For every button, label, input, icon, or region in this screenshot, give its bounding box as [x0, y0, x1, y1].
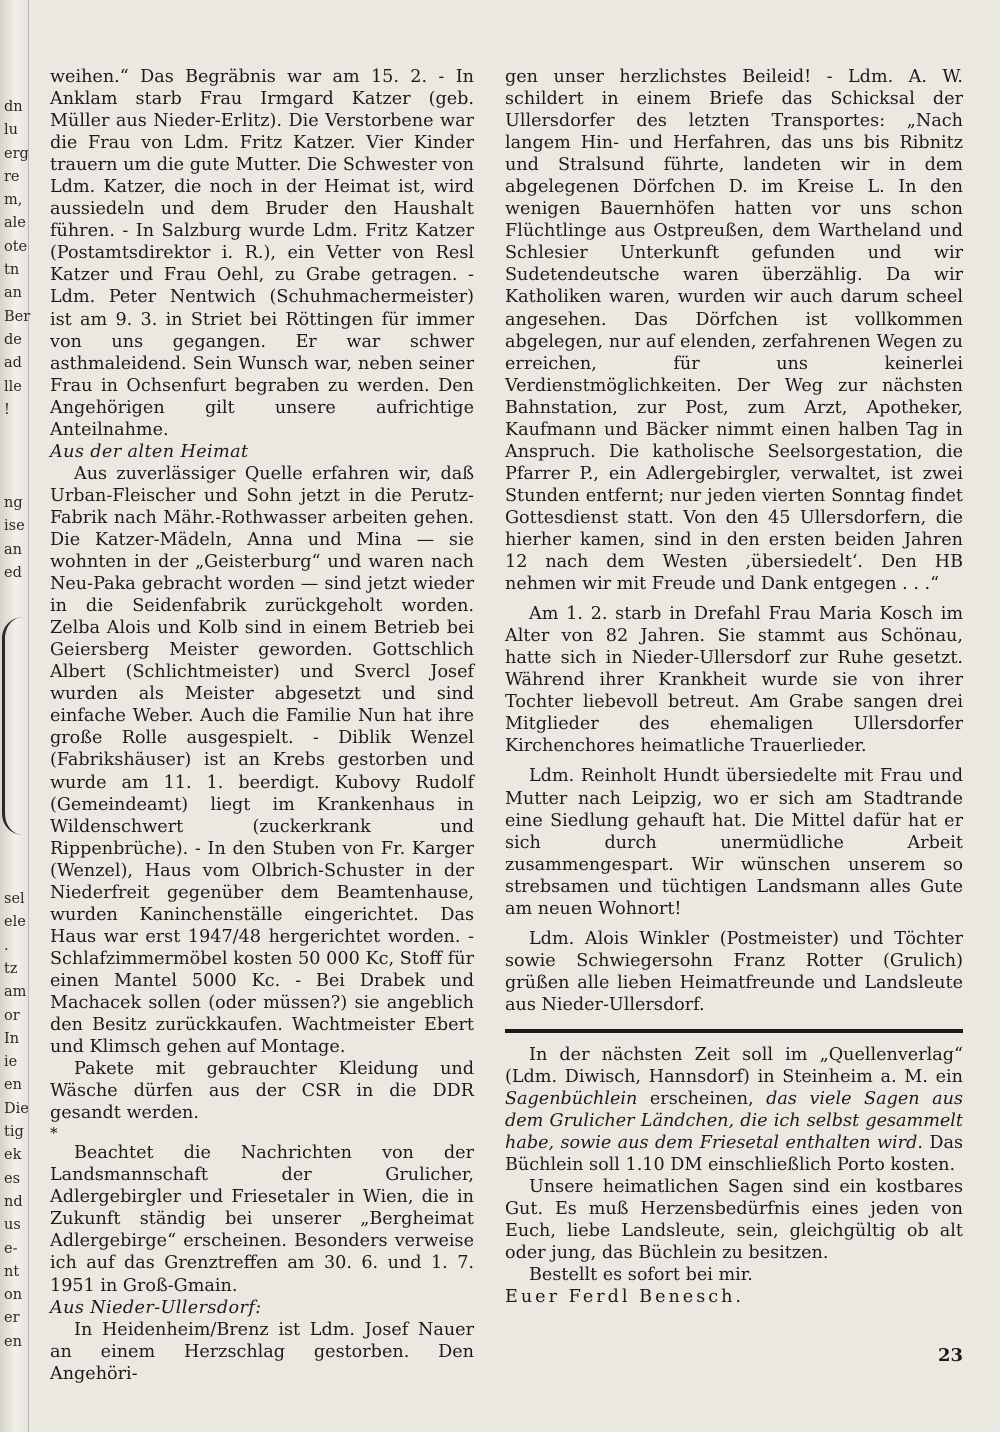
- binding-letter-fragment: [4, 469, 26, 492]
- book-title: Sagenbüchlein: [505, 1089, 638, 1110]
- binding-letter-fragment: en: [4, 1077, 22, 1094]
- announcement-text: In der nächsten Zeit soll im „Quellenverlag“ (Ldm. Diwisch, Hannsdorf) in Steinheim a. M. ein: [505, 1044, 963, 1088]
- binding-letter-fragment: an: [4, 285, 22, 302]
- signature: Euer Ferdl Benesch.: [505, 1287, 745, 1308]
- binding-letter-fragment: ek: [4, 1147, 22, 1164]
- binding-letter-fragment: nt: [4, 1263, 20, 1280]
- horizontal-rule: [505, 1029, 963, 1033]
- paragraph: Am 1. 2. starb in Drefahl Frau Maria Kosch im Alter von 82 Jahren. Sie stammt aus Schönau, hatte sich in Nieder-Ullersdorf zur Ruhe gesetzt. Während ihrer Krankheit wurde sie von ihrer Tochter liebevoll betreut. Am Grabe sangen drei Mitglieder des ehemaligen Ullersdorfer Kirchenchores heimatliche Trauerlieder.: [505, 604, 963, 757]
- binding-letter-fragment: [4, 842, 26, 865]
- binding-letter-fragment: er: [4, 1310, 20, 1327]
- binding-letter-fragment: [4, 865, 26, 888]
- binding-letter-fragment: de: [4, 331, 22, 348]
- binding-letter-fragment: m,: [4, 192, 23, 209]
- binding-letter-fragment: [4, 585, 26, 608]
- binding-letter-fragment: es: [4, 1170, 21, 1187]
- binding-letter-fragment: dn: [4, 99, 23, 115]
- binding-letter-fragment: sel: [4, 891, 25, 908]
- binding-letter-fragment: am: [4, 984, 27, 1001]
- binding-margin: [0, 0, 29, 1432]
- binding-letter-fragment: [4, 422, 26, 445]
- binding-letter-fragment: us: [4, 1217, 21, 1234]
- binding-letter-fragment: en: [4, 1333, 22, 1350]
- binding-letter-fragment: ad: [4, 355, 22, 372]
- binding-letter-fragment: !: [4, 401, 10, 418]
- binding-letter-fragment: ele: [4, 914, 26, 931]
- binding-letter-fragment: tig: [4, 1124, 24, 1141]
- binding-letter-fragment: erg: [4, 145, 29, 162]
- quoted-description: das viele Sagen aus dem Grulicher Ländchen, die ich selbst gesammelt habe, sowie aus dem Friesetal enthalten wird.: [505, 1089, 963, 1154]
- paragraph: Unsere heimatlichen Sagen sind ein kostbares Gut. Es muß Herzensbedürfnis eines jeden von Euch, liebe Landsleute, sein, gleichgültig ob alt oder jung, das Büchlein zu besitzen.: [505, 1177, 963, 1264]
- binding-letter-fragment: tz: [4, 960, 18, 977]
- binding-letter-fragment: tn: [4, 262, 20, 279]
- section-heading-nieder-ullersdorf: Aus Nieder-Ullersdorf:: [50, 1297, 262, 1318]
- binding-letter-fragment: e-: [4, 1240, 18, 1257]
- binding-letter-fragment: ng: [4, 495, 23, 512]
- binding-letter-fragment: lle: [4, 378, 22, 395]
- paragraph: Beachtet die Nachrichten von der Landsmannschaft der Grulicher, Adlergebirgler und Friesetaler in Wien, die in Zukunft ständig bei unserer „Bergheimat Adlergebirge“ erscheinen. Besonders verweise ich auf das Grenztreffen am 30. 6. und 1. 7. 1951 in Groß-Gmain.: [50, 1143, 474, 1296]
- binding-letter-fragment: an: [4, 541, 22, 558]
- binding-letter-fragment: [4, 445, 26, 468]
- paragraph: gen unser herzlichstes Beileid! - Ldm. A. W. schildert in einem Briefe das Schicksal der Ullersdorfer des letzten Transportes: „Nach langem Hin- und Herfahren, das uns bis Ribnitz und Stralsund führte, landeten wir in dem abgelegenen Dörfchen D. im Kreise L. In den wenigen Bauernhöfen hatten vor uns schon Flüchtlinge aus Ostpreußen, dem Wartheland und Schlesier Unterkunft gefunden und wir Sudetendeutsche waren überzählig. Da wir Katholiken waren, wurden wir auch darum scheel angesehen. Das Dörfchen ist vollkommen abgelegen, nur auf elenden, zerfahrenen Wegen zu erreichen, für uns keinerlei Verdienstmöglichkeiten. Der Weg zur nächsten Bahnstation, zur Post, zum Arzt, Apotheker, Kaufmann und Bäcker nimmt einen halben Tag in Anspruch. Die katholische Seelsorgestation, die Pfarrer P., ein Adlergebirgler, verwaltet, ist zwei Stunden entfernt; nur jeden vierten Sonntag findet Gottesdienst statt. Von den 45 Ullersdorfern, die hierher kamen, sind in den ersten beiden Jahren 12 nach dem Westen ‚übersiedelt‘. Den HB nehmen wir mit Freude und Dank entgegen . . .“: [505, 67, 963, 595]
- binding-letter-fragment: on: [4, 1287, 23, 1304]
- binding-letter-fragment: ed: [4, 564, 22, 581]
- binding-letter-fragment: lu: [4, 122, 18, 139]
- binding-letter-fragment: Ber: [4, 308, 31, 325]
- paragraph: weihen.“ Das Begräbnis war am 15. 2. - In Anklam starb Frau Irmgard Katzer (geb. Müller aus Nieder-Erlitz). Die Verstorbene war die Frau von Ldm. Fritz Katzer. Vier Kinder trauern um die gute Mutter. Die Schwester von Ldm. Katzer, die noch in der Heimat ist, wird aussiedeln und dem Bruder den Haushalt führen. - In Salzburg wurde Ldm. Fritz Katzer (Postamtsdirektor i. R.), ein Vetter von Resl Katzer und Frau Oehl, zu Grabe getragen. - Ldm. Peter Nentwich (Schuhmachermeister) ist am 9. 3. in Striet bei Röttingen für immer von uns gegangen. Er war schwer asthmaleidend. Sein Wunsch war, neben seiner Frau in Ochsenfurt begraben zu werden. Den Angehörigen gilt unsere aufrichtige Anteilnahme.: [50, 67, 474, 440]
- left-column: [50, 66, 474, 1385]
- announcement-text: erscheinen,: [649, 1089, 754, 1110]
- paragraph: In Heidenheim/Brenz ist Ldm. Josef Nauer an einem Herzschlag gestorben. Den Angehöri-: [50, 1319, 474, 1384]
- section-separator-asterisk: *: [50, 1124, 58, 1143]
- right-column: [505, 66, 963, 1309]
- paragraph: Bestellt es sofort bei mir.: [529, 1265, 753, 1286]
- paragraph: Pakete mit gebrauchter Kleidung und Wäsche dürfen aus der CSR in die DDR gesandt werden.: [50, 1059, 474, 1124]
- binding-letter-fragment: or: [4, 1007, 20, 1024]
- paragraph: Aus zuverlässiger Quelle erfahren wir, daß Urban-Fleischer und Sohn jetzt in die Perutz-Fabrik nach Mähr.-Rothwasser arbeiten gehen. Die Katzer-Mädeln, Anna und Mina — sie wohnten in der „Geisterburg“ und waren nach Neu-Paka gebracht worden — sind jetzt wieder in die Seidenfabrik zurückgeholt worden. Zelba Alois und Kolb sind in einem Betrieb bei Geiersberg Meister geworden. Gottschlich Albert (Schlichtmeister) und Svercl Josef wurden als Meister abgesetzt und sind einfache Weber. Auch die Familie Nun hat ihre große Rolle ausgespielt. - Diblik Wenzel (Fabrikshäuser) ist an Krebs gestorben und wurde am 11. 1. beerdigt. Kubovy Rudolf (Gemeindeamt) liegt im Krankenhaus in Wildenschwert (zuckerkrank und Rippenbrüche). - In den Stuben von Fr. Karger (Wenzel), Haus vom Olbrich-Schuster in der Niederfreit gegenüber dem Beamtenhause, wurden Kaninchenställe eingerichtet. Das Haus war erst 1947/48 hergerichtet worden. - Schlafzimmermöbel kosten 50 000 Kc, Stoff für einen Mantel 5000 Kc. - Bei Drabek und Machacek sollen (oder müssen?) sie angeblich den Besitz zurückkaufen. Wachtmeister Ebert und Klimsch gehen auf Montage.: [50, 463, 474, 1058]
- binding-bracket-mark: [2, 617, 23, 835]
- binding-letter-fragment: ote: [4, 238, 28, 255]
- section-heading-alte-heimat: Aus der alten Heimat: [50, 441, 249, 462]
- binding-letter-fragment: .: [4, 937, 9, 954]
- binding-letter-fragment: nd: [4, 1193, 23, 1210]
- binding-letter-fragment: ale: [4, 215, 26, 232]
- binding-letter-fragment: ie: [4, 1054, 18, 1071]
- announcement-text: Das Büchlein soll 1.10 DM einschließlich Porto kosten.: [505, 1133, 963, 1176]
- page-number: 23: [938, 1345, 964, 1366]
- paragraph: Ldm. Alois Winkler (Postmeister) und Töchter sowie Schwiegersohn Franz Rotter (Grulich) grüßen alle lieben Heimatfreunde und Landsleute aus Nieder-Ullersdorf.: [505, 928, 963, 1015]
- binding-letter-fragment: In: [4, 1030, 20, 1047]
- binding-letter-fragment: ise: [4, 518, 25, 535]
- announcement-paragraph: [505, 1044, 963, 1176]
- binding-letter-fragment: re: [4, 168, 20, 185]
- binding-letter-fragment: Die: [4, 1100, 29, 1117]
- paragraph: Ldm. Reinholt Hundt übersiedelte mit Frau und Mutter nach Leipzig, wo er sich am Stadtrande eine Siedlung gehauft hat. Die Mittel dafür hat er sich durch unermüdliche Arbeit zusammengespart. Wir wünschen unserem so strebsamen und tüchtigen Landsmann alles Gute am neuen Wohnort!: [505, 766, 963, 919]
